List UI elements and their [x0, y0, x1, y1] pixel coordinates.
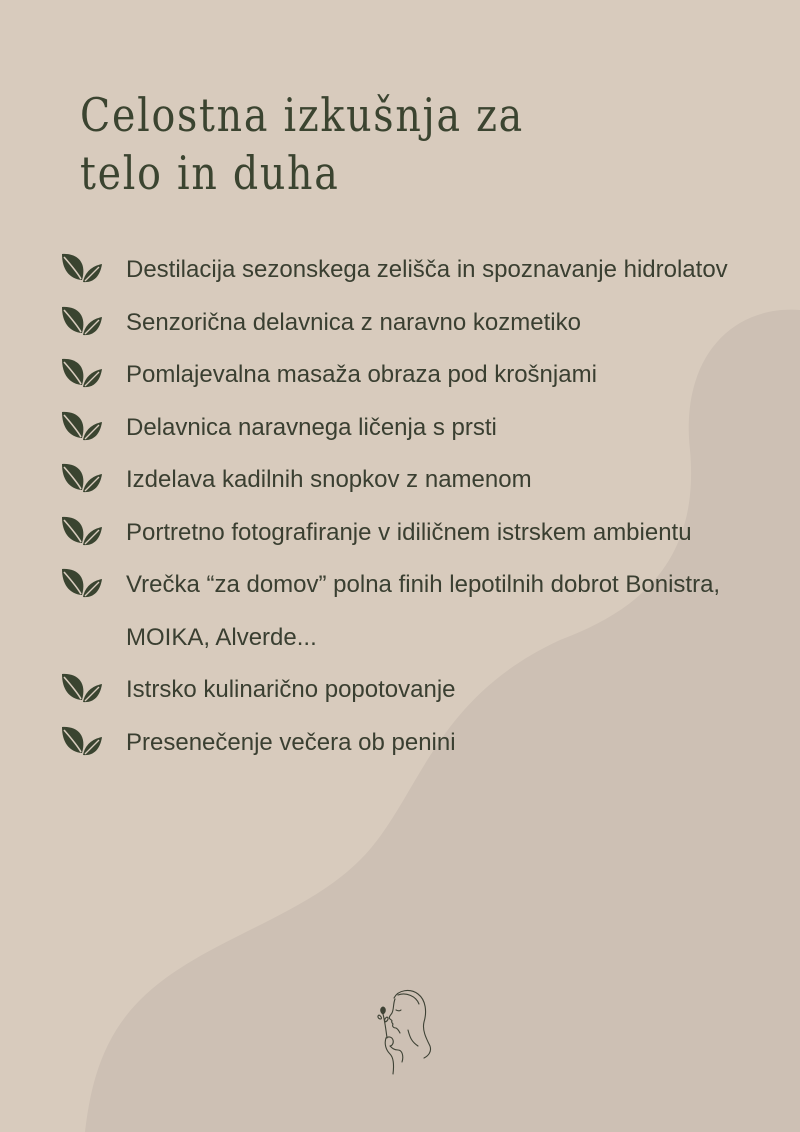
list-item-text: Presenečenje večera ob penini [126, 728, 456, 756]
list-item [58, 559, 738, 664]
list-item [58, 664, 738, 717]
leaf-icon [60, 305, 104, 337]
list-item [58, 454, 738, 507]
leaf-icon [60, 725, 104, 757]
leaf-icon [60, 462, 104, 494]
title-line-1: Celostna izkušnja za [80, 88, 524, 142]
list-item-text: Vrečka “za domov” polna finih lepotilnih dobrot Bonistra, MOIKA, Alverde... [126, 571, 721, 651]
feature-list [58, 244, 738, 769]
list-item [58, 507, 738, 560]
leaf-icon [60, 357, 104, 389]
list-item [58, 349, 738, 402]
leaf-icon [60, 515, 104, 547]
leaf-icon [60, 567, 104, 599]
list-item-text: Destilacija sezonskega zelišča in spoznavanje hidrolatov [126, 256, 728, 283]
list-item-text: Izdelava kadilnih snopkov z namenom [126, 466, 532, 493]
list-item-text: Portretno fotografiranje v idiličnem istrskem ambientu [126, 518, 692, 546]
list-item [58, 402, 738, 455]
list-item [58, 297, 738, 350]
leaf-icon [60, 672, 104, 704]
woman-with-flower-icon [364, 986, 436, 1078]
list-item-text: Senzorična delavnica z naravno kozmetiko [126, 308, 581, 336]
leaf-icon [60, 410, 104, 442]
list-item-text: Delavnica naravnega ličenja s prsti [126, 413, 497, 441]
page-title [80, 86, 613, 202]
list-item-text: Istrsko kulinarično popotovanje [126, 676, 456, 703]
leaf-icon [60, 252, 104, 284]
list-item [58, 717, 738, 770]
list-item-text: Pomlajevalna masaža obraza pod krošnjami [126, 361, 597, 388]
list-item [58, 244, 738, 297]
title-line-2: telo in duha [80, 146, 340, 200]
